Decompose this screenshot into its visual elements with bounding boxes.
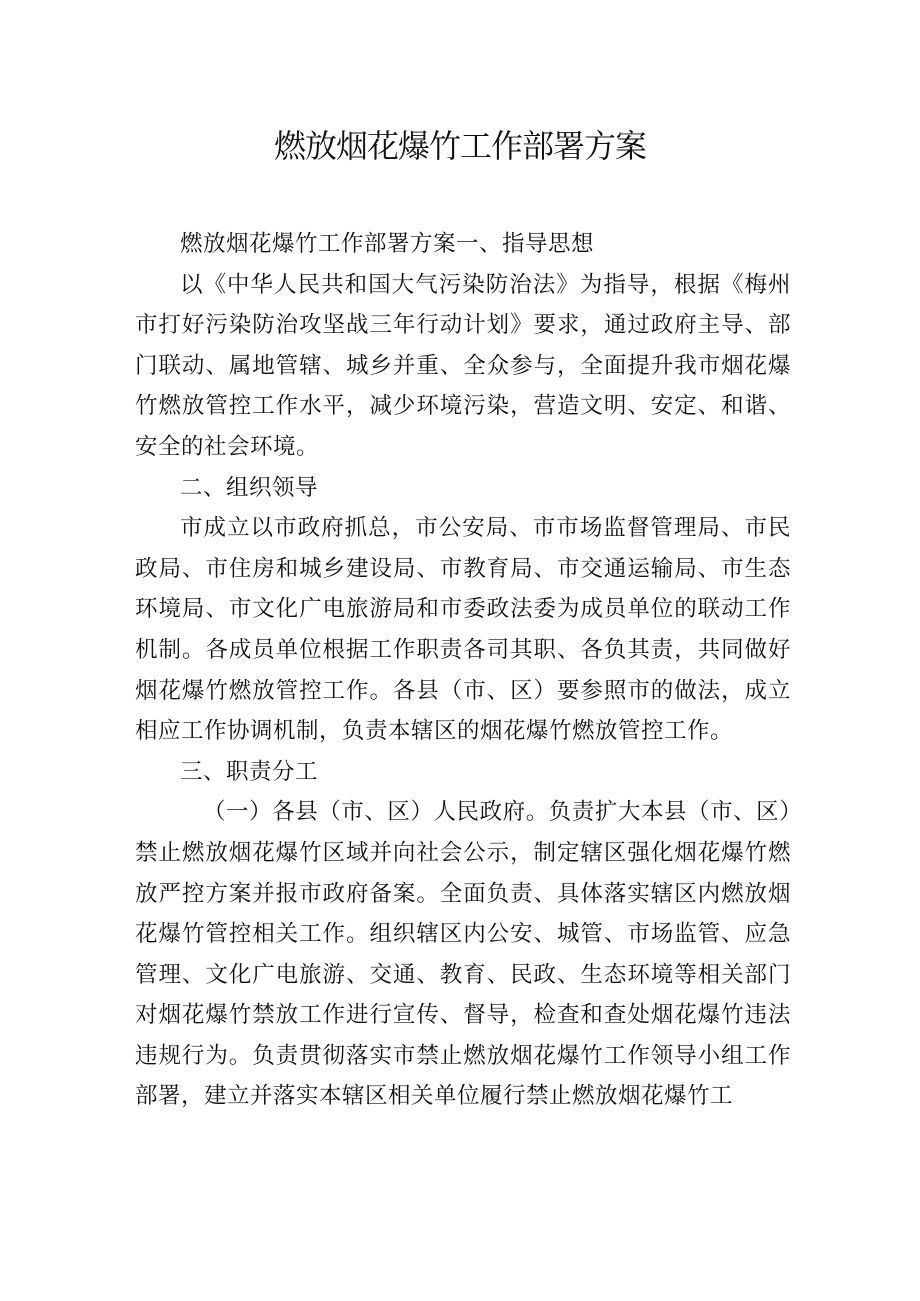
document-body: [135, 224, 791, 1117]
paragraph-responsibilities-heading: 三、职责分工: [180, 758, 319, 785]
document-title: 燃放烟花爆竹工作部署方案: [273, 127, 646, 165]
paragraph-guiding-ideology-heading: 燃放烟花爆竹工作部署方案一、指导思想: [180, 231, 595, 257]
paragraph-organization-heading: 二、组织领导: [180, 474, 319, 501]
paragraph-organization: 市成立以市政府抓总，市公安局、市市场监督管理局、市民政局、市住房和城乡建设局、市教育局、市交通运输局、市生态环境局、市文化广电旅游局和市委政法委为成员单位的联动工作机制。各成员单位根据工作职责各司其职、各负其责，共同做好烟花爆竹燃放管控工作。各县（市、区）要参照市的做法，成立相应工作协调机制，负责本辖区的烟花爆竹燃放管控工作。: [135, 515, 791, 745]
paragraph-guiding-ideology: 以《中华人民共和国大气污染防治法》为指导，根据《梅州市打好污染防治攻坚战三年行动计划》要求，通过政府主导、部门联动、属地管辖、城乡并重、全众参与，全面提升我市烟花爆竹燃放管控工作水平，减少环境污染，营造文明、安定、和谐、安全的社会环境。: [135, 271, 791, 460]
paragraph-county-government: （一）各县（市、区）人民政府。负责扩大本县（市、区）禁止燃放烟花爆竹区域并向社会公示，制定辖区强化烟花爆竹燃放严控方案并报市政府备案。全面负责、具体落实辖区内燃放烟花爆竹管控相关工作。组织辖区内公安、城管、市场监管、应急管理、文化广电旅游、交通、教育、民政、生态环境等相关部门对烟花爆竹禁放工作进行宣传、督导，检查和查处烟花爆竹违法违规行为。负责贯彻落实市禁止燃放烟花爆竹工作领导小组工作部署，建立并落实本辖区相关单位履行禁止燃放烟花爆竹工: [135, 799, 791, 1110]
